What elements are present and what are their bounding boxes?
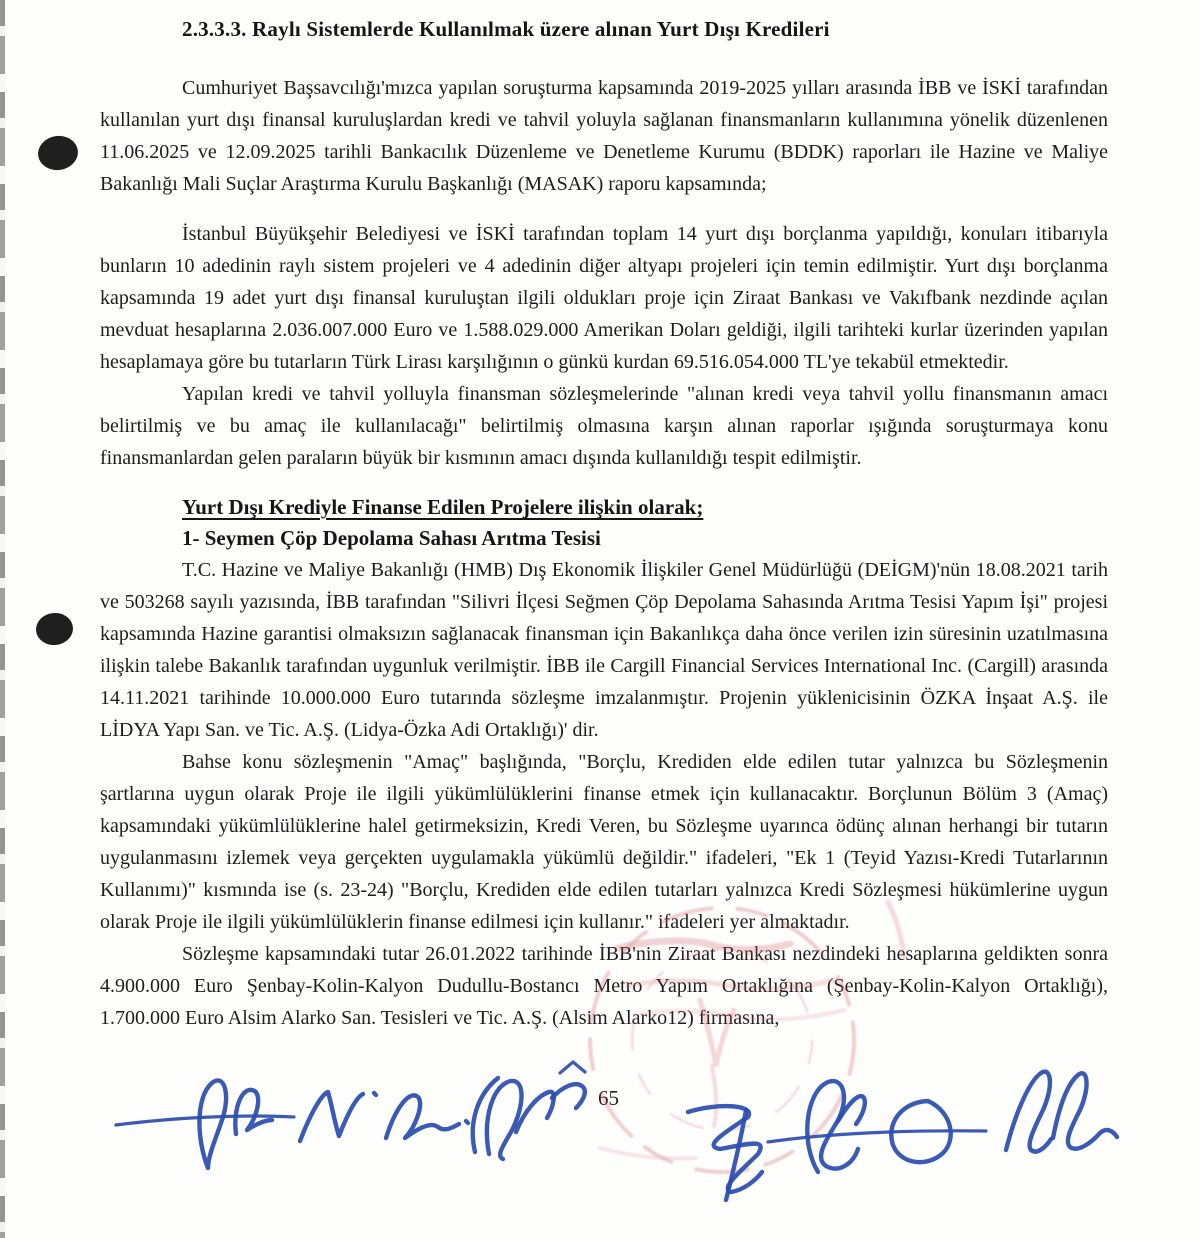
projects-heading: Yurt Dışı Krediyle Finanse Edilen Projelere ilişkin olarak;: [182, 495, 704, 519]
signature-ink-1: [116, 1080, 294, 1168]
signatures-row: [116, 1062, 1117, 1200]
signature-ink-6: [891, 1101, 950, 1162]
section-heading: 2.3.3.3. Raylı Sistemlerde Kullanılmak üzere alınan Yurt Dışı Kredileri: [182, 17, 830, 41]
signature-ink-4: [688, 1106, 986, 1200]
project-1-heading: 1- Seymen Çöp Depolama Sahası Arıtma Tesisi: [182, 526, 601, 550]
paragraph-fund-transfers: Sözleşme kapsamındaki tutar 26.01.2022 tarihinde İBB'nin Ziraat Bankası nezdindeki hesaplarına geldikten sonra 4.900.000 Euro Şenbay-Kolin-Kalyon Dudullu-Bostancı Metro Yapım Ortaklığına (Şenbay-Kolin-Kalyon Ortaklığı), 1.700.000 Euro Alsim Alarko San. Tesisleri ve Tic. A.Ş. (Alsim Alarko12) firmasına,: [100, 943, 1108, 1029]
signature-ink-7: [1006, 1072, 1117, 1152]
paragraph-borrowings-summary: İstanbul Büyükşehir Belediyesi ve İSKİ tarafından toplam 14 yurt dışı borçlanma yapıldığı, konuları itibarıyla bunların 10 adedinin raylı sistem projeleri ve 4 adedinin diğer altyapı projeleri için temin edilmiştir. Yurt dışı borçlanma kapsamında 19 adet yurt dışı finansal kuruluştan ilgili oldukları proje için Ziraat Bankası ve Vakıfbank nezdinde açılan mevduat hesaplarına 2.036.007.000 Euro ve 1.588.029.000 Amerikan Doları geldiği, ilgili tarihteki kurlar üzerinden yapılan hesaplamaya göre bu tutarların Türk Lirası karşılığının o günkü kurdan 69.516.054.000 TL'ye tekabül etmektedir.: [100, 223, 1108, 373]
paragraph-misuse-finding: Yapılan kredi ve tahvil yolluyla finansman sözleşmelerinde "alınan kredi veya tahvil yollu finansmanın amacı belirtilmiş ve bu amaç ile kullanılacağı" belirtilmiş olmasına karşın alınan raporlar ışığında soruşturmaya konu finansmanlardan gelen paraların büyük bir kısmının amacı dışında kullanıldığı tespit edilmiştir.: [100, 383, 1108, 469]
scan-edge-artifact: [0, 0, 5, 1238]
paragraph-investigation-scope: Cumhuriyet Başsavcılığı'mızca yapılan soruşturma kapsamında 2019-2025 yılları arasında İBB ve İSKİ tarafından kullanılan yurt dışı finansal kuruluşlardan kredi ve tahvil yoluyla sağlanan finansmanların kullanımına yönelik düzenlenen 11.06.2025 ve 12.09.2025 tarihli Bankacılık Düzenleme ve Denetleme Kurumu (BDDK) raporları ile Hazine ve Maliye Bakanlığı Mali Suçlar Araştırma Kurulu Başkanlığı (MASAK) raporu kapsamında;: [100, 77, 1108, 195]
signature-ink-2: [300, 1092, 468, 1141]
punch-hole-mark: [34, 611, 74, 647]
document-body: [100, 0, 1108, 1034]
signature-ink-5: [807, 1081, 865, 1172]
punch-hole-mark: [36, 133, 80, 172]
page-number: 65: [598, 1086, 619, 1110]
paragraph-project-approval: T.C. Hazine ve Maliye Bakanlığı (HMB) Dış Ekonomik İlişkiler Genel Müdürlüğü (DEİGM)'nün 18.08.2021 tarih ve 503268 sayılı yazısında, İBB tarafından "Silivri İlçesi Seğmen Çöp Depolama Sahasında Arıtma Tesisi Yapım İşi" projesi kapsamında Hazine garantisi olmaksızın sağlanacak finansman için Bakanlıkça daha önce verilen izin süresinin uzatılmasına ilişkin talebe Bakanlık tarafından uygunluk verilmiştir. İBB ile Cargill Financial Services International Inc. (Cargill) arasında 14.11.2021 tarihinde 10.000.000 Euro tutarında sözleşme imzalanmıştır. Projenin yüklenicisinin ÖZKA İnşaat A.Ş. ile LİDYA Yapı San. ve Tic. A.Ş. (Lidya-Özka Adi Ortaklığı)' dir.: [100, 559, 1108, 741]
signature-ink-3: [473, 1062, 585, 1159]
paragraph-contract-purpose: Bahse konu sözleşmenin "Amaç" başlığında, "Borçlu, Krediden elde edilen tutar yalnızca bu Sözleşmenin şartlarına uygun olarak Proje ile ilgili yükümlülüklerini finanse etmek için kullanacaktır. Borçlunun Bölüm 3 (Amaç) kapsamındaki yükümlülüklerine halel getirmeksizin, Kredi Veren, bu Sözleşme uyarınca ödünç alınan herhangi bir tutarın uygulanmasını izlemek veya gerçekten uygulamakla yükümlü değildir." ifadeleri, "Ek 1 (Teyid Yazısı-Kredi Tutarlarının Kullanımı)" kısmında ise (s. 23-24) "Borçlu, Krediden elde edilen tutarları yalnızca Kredi Sözleşmesi hükümlerine uygun olarak Proje ile ilgili yükümlülüklerin finanse edilmesi için kullanır." ifadeleri yer almaktadır.: [100, 751, 1108, 933]
